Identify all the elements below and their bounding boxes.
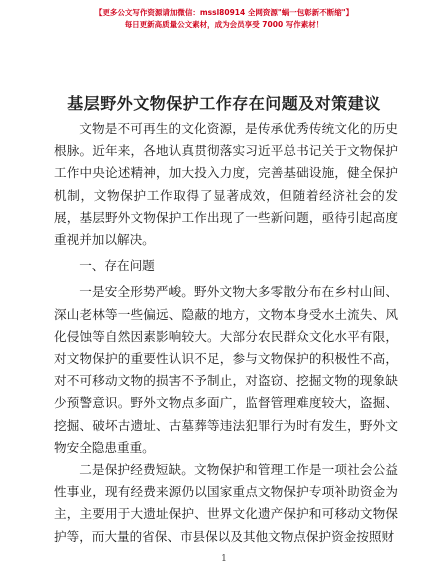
body-paragraph: 二是保护经费短缺。文物保护和管理工作是一项社会公益性事业，现有经费来源仍以国家重点文物保护专项补助资金为主，主要用于大遗址保护、世界文化遗产保护和可移动文物保护等，而大量的省保、市县保以及其他文物点保护资金按照财 bbox=[54, 462, 398, 544]
document-title: 基层野外文物保护工作存在问题及对策建议 bbox=[67, 94, 381, 113]
document-body bbox=[54, 118, 398, 548]
body-paragraph: 一是安全形势严峻。野外文物大多零散分布在乡村山间、深山老林等一些偏远、隐蔽的地方，文物本身受水土流失、风化侵蚀等自然因素影响较大。大部分农民群众文化水平有限，对文物保护的重要性认识不足，参与文物保护的积极性不高，对不可移动文物的损害不予制止，对盗窃、挖掘文物的现象缺少预警意识。野外文物点多面广，监督管理难度较大，盗掘、挖掘、破坏古遗址、古墓葬等违法犯罪行为时有发生，野外文物安全隐患重重。 bbox=[54, 284, 398, 455]
intro-paragraph: 文物是不可再生的文化资源，是传承优秀传统文化的历史根脉。近年来，各地认真贯彻落实习近平总书记关于文物保护工作中央论述精神，加大投入力度，完善基础设施，健全保护机制，文物保护工作取得了显著成效，但随着经济社会的发展，基层野外文物保护工作出现了一些新问题，亟待引起高度重视并加以解决。 bbox=[54, 121, 398, 248]
page-number: 1 bbox=[221, 554, 227, 564]
section-heading: 一、存在问题 bbox=[79, 258, 155, 274]
promo-banner-line-2: 每日更新高质量公文素材，成为会员享受 7000 写作素材！ bbox=[124, 20, 324, 29]
promo-banner bbox=[0, 7, 448, 31]
promo-banner-line-1: 【更多公文写作资源请加微信：mssl80914 全网资源"蜗一包彰新不断缩"】 bbox=[94, 8, 354, 17]
